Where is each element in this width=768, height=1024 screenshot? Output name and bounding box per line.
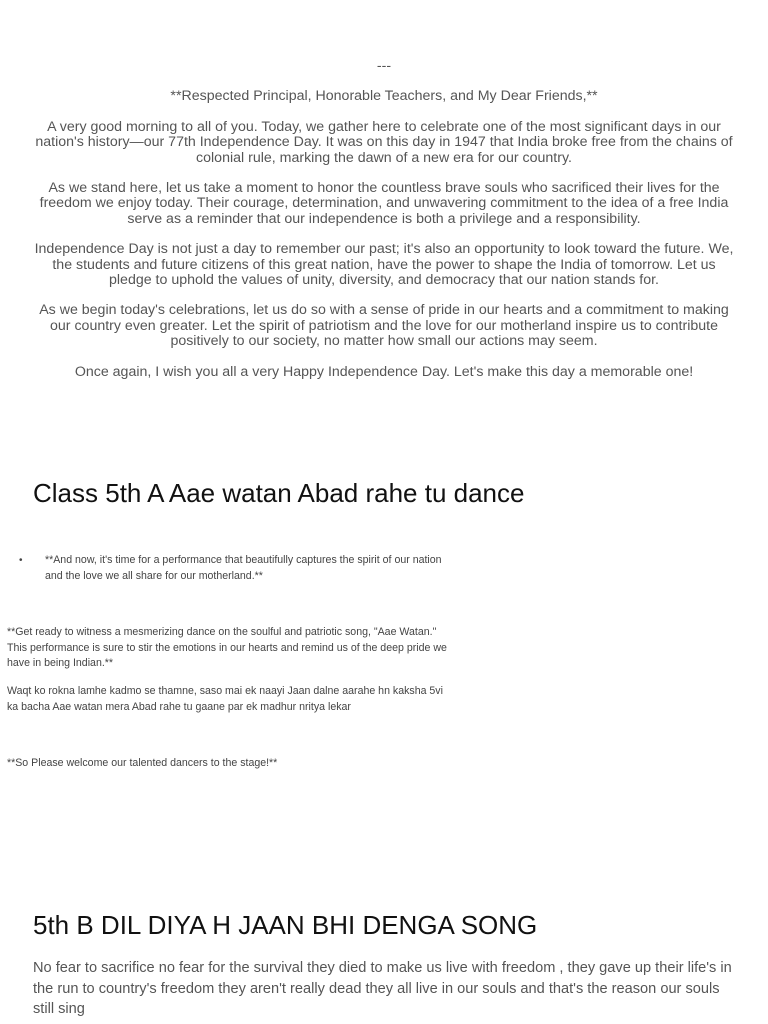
speech-paragraph: As we stand here, let us take a moment to honor the countless brave souls who sacrificed their lives for the freedom we enjoy today. Their courage, determination, and unwavering commitment to the idea of a free India serve as a reminder that our independence is both a privilege and a responsibility.	[39, 180, 729, 227]
lyrics-text: Waqt ko rokna lamhe kadmo se thamne, saso mai ek naayi Jaan dalne aarahe hn kaksha 5vi ka bacha Aae watan mera Abad rahe tu gaane par ek madhur nritya lekar	[7, 685, 443, 713]
speech-paragraph: A very good morning to all of you. Today, we gather here to celebrate one of the most significant days in our nation's history—our 77th Independence Day. It was on this day in 1947 that India broke free from the chains of colonial rule, marking the dawn of a new era for our country.	[35, 118, 733, 166]
speech-paragraph: Independence Day is not just a day to remember our past; it's also an opportunity to look toward the future. We, the students and future citizens of this great nation, have the power to shape the India of tomorrow. Let us pledge to uphold the values of unity, diversity, and democracy that our nation stands for.	[34, 241, 734, 289]
section-5b-body-text: No fear to sacrifice no fear for the survival they died to make us live with freedom , they gave up their life's in the run to country's freedom they aren't really dead they all live in our souls and that's the reason our souls still sing	[33, 960, 732, 1017]
welcome-dancers-text: **So Please welcome our talented dancers to the stage!**	[7, 757, 278, 769]
dance-intro-text: **Get ready to witness a mesmerizing dance on the soulful and patriotic song, "Aae Watan." This performance is sure to stir the emotions in our hearts and remind us of the deep pride we have in being Indian.**	[7, 626, 447, 669]
independence-day-speech	[30, 59, 738, 395]
bullet-icon: •	[19, 555, 23, 566]
speech-paragraph: As we begin today's celebrations, let us do so with a sense of pride in our hearts and a commitment to making our country even greater. Let the spirit of patriotism and the love for our motherland inspire us to contribute positively to our society, no matter how small our actions may seem.	[39, 302, 729, 350]
speech-closing: Once again, I wish you all a very Happy Independence Day. Let's make this day a memorable one!	[74, 363, 694, 380]
section-heading-5a: Class 5th A Aae watan Abad rahe tu dance	[33, 478, 525, 508]
separator-line: ---	[376, 58, 392, 74]
speech-salutation: **Respected Principal, Honorable Teachers, and My Dear Friends,**	[170, 88, 598, 105]
bullet-text: **And now, it's time for a performance that beautifully captures the spirit of our nation and the love we all share for our motherland.**	[45, 554, 442, 582]
section-heading-5b: 5th B DIL DIYA H JAAN BHI DENGA SONG	[33, 910, 538, 940]
